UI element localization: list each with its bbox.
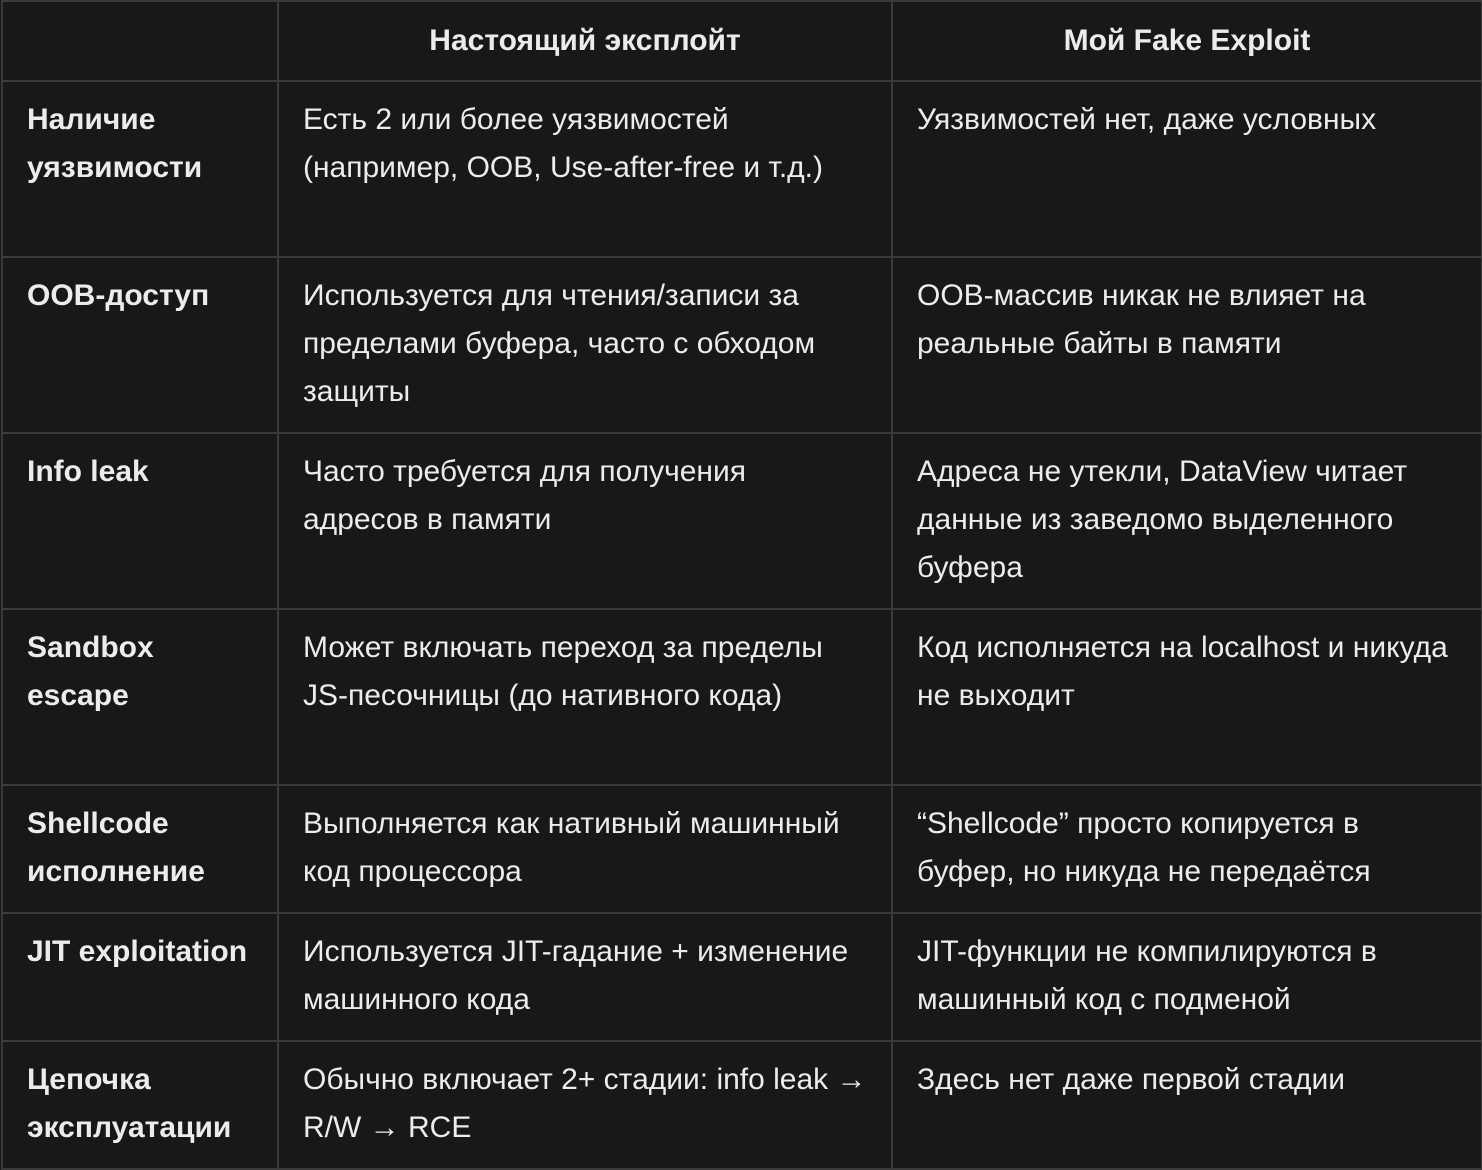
real-exploit-cell: Часто требуется для получения адресов в памяти [278, 433, 892, 609]
table-row [2, 81, 1482, 257]
row-feature-cell: JIT exploitation [2, 913, 278, 1041]
real-exploit-cell: Используется для чтения/записи за пределами буфера, часто с обходом защиты [278, 257, 892, 433]
fake-exploit-cell: OOB-массив никак не влияет на реальные байты в памяти [892, 257, 1482, 433]
header-cell-fake-exploit: Мой Fake Exploit [892, 1, 1482, 81]
comparison-table [1, 0, 1482, 1170]
row-feature-cell: Наличие уязвимости [2, 81, 278, 257]
table-row [2, 433, 1482, 609]
table-row [2, 913, 1482, 1041]
real-exploit-cell: Выполняется как нативный машинный код процессора [278, 785, 892, 913]
row-feature-cell: OOB-доступ [2, 257, 278, 433]
fake-exploit-cell: JIT-функции не компилируются в машинный код с подменой [892, 913, 1482, 1041]
table-row [2, 609, 1482, 785]
real-exploit-cell: Обычно включает 2+ стадии: info leak → R/W → RCE [278, 1041, 892, 1169]
row-feature-cell: Info leak [2, 433, 278, 609]
real-exploit-cell: Используется JIT-гадание + изменение машинного кода [278, 913, 892, 1041]
fake-exploit-cell: Адреса не утекли, DataView читает данные из заведомо выделенного буфера [892, 433, 1482, 609]
table-row [2, 785, 1482, 913]
header-cell-real-exploit: Настоящий эксплойт [278, 1, 892, 81]
table-row [2, 257, 1482, 433]
fake-exploit-cell: Здесь нет даже первой стадии [892, 1041, 1482, 1169]
fake-exploit-cell: Код исполняется на localhost и никуда не выходит [892, 609, 1482, 785]
row-feature-cell: Sandbox escape [2, 609, 278, 785]
fake-exploit-cell: Уязвимостей нет, даже условных [892, 81, 1482, 257]
real-exploit-cell: Может включать переход за пределы JS-песочницы (до нативного кода) [278, 609, 892, 785]
row-feature-cell: Shellcode исполнение [2, 785, 278, 913]
fake-exploit-cell: “Shellcode” просто копируется в буфер, но никуда не передаётся [892, 785, 1482, 913]
table-header-row [2, 1, 1482, 81]
table-row [2, 1041, 1482, 1169]
row-feature-cell: Цепочка эксплуатации [2, 1041, 278, 1169]
header-cell-empty [2, 1, 278, 81]
real-exploit-cell: Есть 2 или более уязвимостей (например, OOB, Use-after-free и т.д.) [278, 81, 892, 257]
